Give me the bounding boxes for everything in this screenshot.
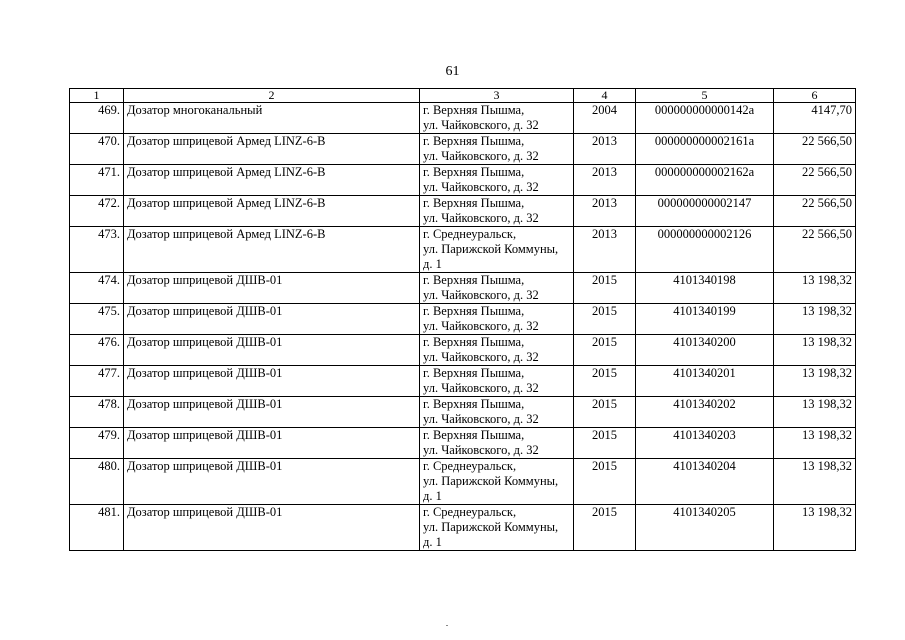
item-cost: 22 566,50 <box>774 134 856 165</box>
address-line: ул. Парижской Коммуны, <box>423 474 559 488</box>
item-year: 2015 <box>574 273 636 304</box>
column-header-3: 3 <box>420 89 574 103</box>
address-line: д. 1 <box>423 257 442 271</box>
row-number: 474. <box>70 273 124 304</box>
table-row <box>70 397 856 428</box>
table-row <box>70 196 856 227</box>
item-year: 2013 <box>574 196 636 227</box>
item-address <box>420 335 574 366</box>
address-line: г. Среднеуральск, <box>423 459 517 473</box>
address-line: г. Верхняя Пышма, <box>423 134 525 148</box>
item-year: 2013 <box>574 134 636 165</box>
address-line: г. Верхняя Пышма, <box>423 304 525 318</box>
table-row <box>70 459 856 505</box>
item-cost: 4147,70 <box>774 103 856 134</box>
item-cost: 13 198,32 <box>774 304 856 335</box>
table-row <box>70 505 856 551</box>
address-line: г. Верхняя Пышма, <box>423 273 525 287</box>
address-line: г. Верхняя Пышма, <box>423 335 525 349</box>
table-row <box>70 366 856 397</box>
row-number: 480. <box>70 459 124 505</box>
address-line: ул. Чайковского, д. 32 <box>423 350 539 364</box>
row-number: 471. <box>70 165 124 196</box>
inventory-number: 4101340203 <box>636 428 774 459</box>
address-line: ул. Чайковского, д. 32 <box>423 288 539 302</box>
item-year: 2015 <box>574 335 636 366</box>
item-address <box>420 103 574 134</box>
item-cost: 22 566,50 <box>774 165 856 196</box>
address-line: ул. Чайковского, д. 32 <box>423 211 539 225</box>
item-address <box>420 227 574 273</box>
table-row <box>70 165 856 196</box>
item-cost: 22 566,50 <box>774 227 856 273</box>
item-year: 2013 <box>574 165 636 196</box>
inventory-number: 4101340198 <box>636 273 774 304</box>
item-cost: 13 198,32 <box>774 459 856 505</box>
item-name: Дозатор шприцевой ДШВ-01 <box>124 273 420 304</box>
table-row <box>70 134 856 165</box>
table-row <box>70 304 856 335</box>
table-row <box>70 273 856 304</box>
address-line: д. 1 <box>423 535 442 549</box>
column-header-2: 2 <box>124 89 420 103</box>
inventory-number: 000000000000142а <box>636 103 774 134</box>
row-number: 476. <box>70 335 124 366</box>
item-address <box>420 428 574 459</box>
address-line: ул. Парижской Коммуны, <box>423 520 559 534</box>
inventory-number: 4101340205 <box>636 505 774 551</box>
inventory-number: 000000000002147 <box>636 196 774 227</box>
address-line: г. Верхняя Пышма, <box>423 428 525 442</box>
item-cost: 13 198,32 <box>774 366 856 397</box>
item-year: 2015 <box>574 397 636 428</box>
item-year: 2015 <box>574 428 636 459</box>
row-number: 481. <box>70 505 124 551</box>
address-line: г. Верхняя Пышма, <box>423 366 525 380</box>
address-line: ул. Чайковского, д. 32 <box>423 118 539 132</box>
item-cost: 13 198,32 <box>774 335 856 366</box>
table-body <box>70 103 856 551</box>
item-name: Дозатор шприцевой ДШВ-01 <box>124 459 420 505</box>
table-header <box>70 89 856 103</box>
row-number: 470. <box>70 134 124 165</box>
item-cost: 13 198,32 <box>774 273 856 304</box>
item-year: 2015 <box>574 505 636 551</box>
item-name: Дозатор шприцевой Армед LINZ-6-B <box>124 134 420 165</box>
inventory-number: 000000000002126 <box>636 227 774 273</box>
item-address <box>420 304 574 335</box>
inventory-number: 4101340200 <box>636 335 774 366</box>
item-cost: 13 198,32 <box>774 505 856 551</box>
item-name: Дозатор шприцевой ДШВ-01 <box>124 366 420 397</box>
inventory-number: 4101340202 <box>636 397 774 428</box>
address-line: ул. Чайковского, д. 32 <box>423 381 539 395</box>
item-cost: 22 566,50 <box>774 196 856 227</box>
row-number: 478. <box>70 397 124 428</box>
address-line: ул. Чайковского, д. 32 <box>423 319 539 333</box>
address-line: ул. Чайковского, д. 32 <box>423 149 539 163</box>
item-address <box>420 273 574 304</box>
scan-artifact <box>446 625 448 626</box>
header-row <box>70 89 856 103</box>
item-year: 2004 <box>574 103 636 134</box>
address-line: г. Верхняя Пышма, <box>423 165 525 179</box>
inventory-number: 000000000002161а <box>636 134 774 165</box>
table-row <box>70 103 856 134</box>
address-line: г. Среднеуральск, <box>423 227 517 241</box>
column-header-5: 5 <box>636 89 774 103</box>
item-address <box>420 366 574 397</box>
page-number: 61 <box>445 64 460 79</box>
row-number: 475. <box>70 304 124 335</box>
column-header-4: 4 <box>574 89 636 103</box>
item-name: Дозатор шприцевой Армед LINZ-6-B <box>124 196 420 227</box>
address-line: г. Верхняя Пышма, <box>423 196 525 210</box>
inventory-table <box>69 88 856 551</box>
item-address <box>420 505 574 551</box>
table-row <box>70 428 856 459</box>
item-address <box>420 459 574 505</box>
table-row <box>70 335 856 366</box>
item-name: Дозатор шприцевой Армед LINZ-6-B <box>124 165 420 196</box>
inventory-number: 4101340199 <box>636 304 774 335</box>
item-address <box>420 397 574 428</box>
item-address <box>420 134 574 165</box>
column-header-6: 6 <box>774 89 856 103</box>
item-address <box>420 196 574 227</box>
item-year: 2015 <box>574 366 636 397</box>
item-cost: 13 198,32 <box>774 428 856 459</box>
item-name: Дозатор многоканальный <box>124 103 420 134</box>
address-line: г. Верхняя Пышма, <box>423 397 525 411</box>
item-name: Дозатор шприцевой ДШВ-01 <box>124 397 420 428</box>
inventory-number: 4101340201 <box>636 366 774 397</box>
row-number: 472. <box>70 196 124 227</box>
row-number: 473. <box>70 227 124 273</box>
item-cost: 13 198,32 <box>774 397 856 428</box>
item-year: 2015 <box>574 304 636 335</box>
address-line: ул. Парижской Коммуны, <box>423 242 559 256</box>
column-header-1: 1 <box>70 89 124 103</box>
item-name: Дозатор шприцевой ДШВ-01 <box>124 428 420 459</box>
item-name: Дозатор шприцевой Армед LINZ-6-B <box>124 227 420 273</box>
item-name: Дозатор шприцевой ДШВ-01 <box>124 304 420 335</box>
item-address <box>420 165 574 196</box>
address-line: д. 1 <box>423 489 442 503</box>
inventory-number: 4101340204 <box>636 459 774 505</box>
row-number: 477. <box>70 366 124 397</box>
address-line: ул. Чайковского, д. 32 <box>423 443 539 457</box>
address-line: ул. Чайковского, д. 32 <box>423 412 539 426</box>
address-line: ул. Чайковского, д. 32 <box>423 180 539 194</box>
inventory-number: 000000000002162а <box>636 165 774 196</box>
item-year: 2015 <box>574 459 636 505</box>
item-name: Дозатор шприцевой ДШВ-01 <box>124 335 420 366</box>
row-number: 479. <box>70 428 124 459</box>
row-number: 469. <box>70 103 124 134</box>
address-line: г. Среднеуральск, <box>423 505 517 519</box>
address-line: г. Верхняя Пышма, <box>423 103 525 117</box>
item-year: 2013 <box>574 227 636 273</box>
item-name: Дозатор шприцевой ДШВ-01 <box>124 505 420 551</box>
table-row <box>70 227 856 273</box>
